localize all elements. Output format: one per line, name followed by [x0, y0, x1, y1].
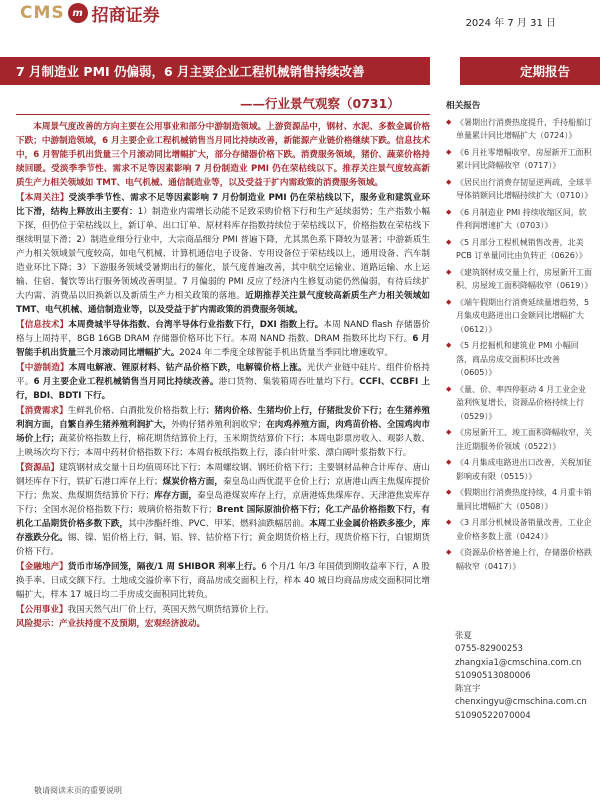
diamond-bullet-icon: ◆: [446, 207, 452, 216]
related-report-item[interactable]: [446, 206, 592, 233]
analyst-name: 张夏: [455, 631, 473, 641]
related-report-item[interactable]: [446, 146, 592, 173]
analyst-license: S1090522070004: [455, 710, 531, 721]
section-bold: 库存方面，: [153, 491, 198, 501]
analyst-license: S1090513080006: [455, 670, 531, 681]
logo-seal-icon: m: [68, 3, 88, 23]
section-text: 蔬菜价格指数上行，棉花期货结算价上行，玉米期货结算价下行；本周电影票房收入、观影人数、上映场次均下行；本周中药材价格指数下行；本周台板纸指数上行，漆白针叶浆、漂白阔叶浆指数下行。: [16, 434, 430, 458]
analyst-name: 陈宜宇: [455, 684, 481, 695]
related-report-item[interactable]: [446, 116, 592, 143]
section-bold: Brent 国际原油价格下行；化工产品价格指数下行，有机化工品期货价格多数下跌，: [16, 505, 430, 529]
risk-warning: 风险提示：产业扶持度不及预期，宏观经济波动。: [16, 619, 206, 629]
analyst-phone: 0755-82900253: [455, 644, 523, 655]
diamond-bullet-icon: ◆: [446, 548, 452, 556]
related-report-title: 《暑期出行消费热度提升，手持船舶订单量累计同比增幅扩大（0724）》: [456, 117, 592, 140]
related-report-item[interactable]: [446, 176, 592, 203]
report-type-label: 定期报告: [520, 64, 571, 79]
diamond-bullet-icon: ◆: [446, 384, 452, 393]
section-bold: 本周工业金属价格跌多涨少，库存涨跌分化。: [16, 519, 430, 543]
analyst-contacts: [455, 630, 587, 723]
report-subtitle: ——行业景气观察（0731）: [240, 96, 400, 111]
section-tag: 【中游制造】: [16, 363, 69, 373]
footer-note: 敬请阅读末页的重要说明: [34, 786, 122, 795]
section-tag: 【公用事业】: [16, 605, 68, 615]
diamond-bullet-icon: ◆: [446, 237, 452, 246]
section-tag: 【金融地产】: [16, 562, 68, 572]
section-tag: 【信息技术】: [16, 320, 69, 330]
main-content: [16, 120, 430, 631]
related-report-title: 《量、价、率四停驱动 4 月工业企业盈利恢复增长，资源品价格持续上行（0529）》: [456, 384, 587, 421]
section-bold: 本周费城半导体指数、台湾半导体行业指数下行，DXI 指数上行。: [68, 320, 324, 330]
report-date: 2024 年 7 月 31 日: [465, 18, 556, 29]
section-resources: [16, 461, 430, 559]
section-text: 锡、镍、铝价格上行，铜、铝、锌、钴价格下行；黄金期货价格上行，现货价格下行，白银期货价格下行。: [16, 533, 430, 557]
section-utilities: [16, 603, 430, 617]
related-report-item[interactable]: [446, 383, 592, 424]
related-report-title: 《端午假期出行消费延续量增趋势，5 月集成电路进出口金额同比增幅扩大（0612）》: [456, 297, 590, 334]
section-bold: 受淡季季节性、需求不足等因素影响 7 月份制造业 PMI 仍在荣枯线以下，服务业和建筑业环比下滑，结构上释放出主要有：: [16, 193, 430, 217]
section-it: [16, 318, 430, 360]
related-report-title: 《居民出行消费存韧显逆两疏，全球半导体销额同比增幅持续扩大（0710）》: [456, 177, 593, 200]
section-text: 其中涉酯纤维、PVC、甲苯、燃料油跌幅居前。: [128, 519, 310, 529]
section-text: 2024 年二季度全球智能手机出货量当季同比增速收窄。: [179, 348, 393, 358]
section-bold: 本周电解液、锂原材料、钴产品价格下跌，电解镍价格上涨。: [68, 363, 307, 373]
related-report-title: 《建筑钢材成交量上行，房屋新开工面积、房屋竣工面积降幅收窄（0619）》: [456, 267, 593, 290]
diamond-bullet-icon: ◆: [446, 458, 452, 466]
report-title: 7 月制造业 PMI 仍偏弱，6 月主要企业工程机械销售持续改善: [16, 64, 365, 79]
section-manufacturing: [16, 361, 430, 403]
related-report-title: 《3 月部分机械设备销量改善，工业企业价格多数上涨（0424）》: [456, 518, 592, 541]
section-focus: [16, 191, 430, 317]
section-consumer: [16, 404, 430, 460]
section-text: 6 个月/1 年/3 年国债到期收益率下行，A 股换手率、日成交额下行。土地成交溢价率下行，商品房成交面积上行，样本 40 城日均商品房成交面积同比增幅扩大，样本 17 城日均二手房成交面积同比转负。: [16, 562, 430, 600]
section-text: 光伏产业链中硅片、组件价格持平。: [16, 363, 430, 387]
related-report-item[interactable]: [446, 236, 592, 263]
related-report-title: 《5 月挖掘机和建筑业 PMI 小幅回落，商品房成交面积环比改善（0605）》: [456, 341, 579, 377]
diamond-bullet-icon: ◆: [446, 177, 452, 186]
related-report-item[interactable]: [446, 456, 592, 483]
diamond-bullet-icon: ◆: [446, 117, 452, 126]
section-bold: 煤炭价格方面，: [162, 477, 223, 487]
related-report-item[interactable]: [446, 546, 592, 573]
section-text: 建筑钢材成交量十日均值周环比下行；本周螺纹钢、钢坯价格下行；主要钢材品种合计库存、唐山钢坯库存下行，铁矿石港口库存上行；: [16, 463, 430, 487]
title-banner: [0, 57, 430, 85]
related-report-title: 《假期出行消费热度持续，4 月重卡销量同比增幅扩大（0508）》: [456, 488, 592, 511]
section-bold: 近期推荐关注景气度较高新质生产力相关领域如 TMT、电气机械、通信制造业等，以及受益于扩内需政策的消费服务领域。: [16, 291, 430, 315]
section-bold: 货币市场净回笼，隔夜/1 周 SHIBOR 利率上行。: [67, 562, 262, 572]
section-tag: 【资源品】: [16, 463, 60, 473]
section-bold: 6 月主要企业工程机械销售当月同比持续改善。: [33, 377, 219, 387]
diamond-bullet-icon: ◆: [446, 488, 452, 496]
section-bold: 猪肉价格、生猪均价上行，仔猪批发价下行；在生猪养殖利润方面，自繁自养生猪养殖利润扩大，: [16, 406, 430, 430]
related-report-title: 《6 月制造业 PMI 持续收缩区间，软件利润增速扩大（0703）》: [456, 207, 587, 230]
related-report-title: 《房屋新开工、竣工面积降幅收窄，关注近期服务价领域（0522）》: [456, 428, 592, 451]
related-report-title: 《6 月社零增幅收窄，房屋新开工面积累计同比降幅收窄（0717）》: [456, 147, 592, 170]
diamond-bullet-icon: ◆: [446, 341, 452, 349]
related-report-item[interactable]: [446, 266, 592, 293]
section-bold: 在肉鸡养殖方面，肉鸡苗价格、全国鸡肉市场价上行；: [16, 420, 430, 444]
section-text: 港口货物、集装箱周吞吐量均下行。: [218, 377, 360, 387]
diamond-bullet-icon: ◆: [446, 297, 452, 306]
section-text: 本周 NAND flash 存储器价格与上周持平，8GB 16GB DRAM 存储器价格环比下行。本周 NAND 指数、DRAM 指数环比均下行。: [16, 320, 431, 344]
related-report-title: 《5 月部分工程机械销售改善，北美 PCB 订单量同比由负转正（0626）》: [456, 237, 587, 260]
analyst-email[interactable]: chenxingyu@cmschina.com.cn: [455, 697, 587, 708]
related-report-title: 《资源品价格普遍上行，存储器价格跌幅收窄（0417）》: [456, 548, 592, 571]
section-text: 外购仔猪养殖利润收窄；: [171, 420, 267, 430]
related-reports: [446, 100, 592, 576]
related-report-item[interactable]: [446, 486, 592, 513]
section-text: 生鲜乳价格、白酒批发价格指数上行；: [67, 406, 215, 416]
section-tag: 【本周关注】: [16, 193, 69, 203]
company-logo: [20, 2, 160, 24]
section-text: 1）制造业内需增长动能不足致采购价格下行和生产延续弱势；生产指数小幅下探，但仍位于荣枯线以上，新订单、出口订单、原材料库存指数持续位于荣枯线以下，价格指数在荣枯线下继续明显下滑；2）制造业细分行业中，大宗商品细分 PMI 普遍下降，尤其黑色系下降较为显著；中游新质生产力相关领域景气度较高，如电气机械、计算机通信电子设备、专用设备位于荣枯线以上，通用设备、汽车制造业环比下降；3）下游服务领域受暑期出行的催化，景气度普遍改善，其中航空运输业、道路运输、水上运输、住宿、餐饮等出行服务领域改善明显。7 月偏弱的 PMI 反应了经济内生修复动能仍然偏弱，有待后续扩大内需、消费品以旧换新以及新质生产力相关政策的落地。: [16, 207, 430, 301]
page-header: [0, 0, 600, 34]
related-report-item[interactable]: [446, 339, 592, 380]
logo-cms-text: CMS: [20, 3, 65, 23]
section-text: 我国天然气出厂价上行，英国天然气期货结算价上行。: [67, 605, 274, 615]
section-text: 秦皇岛山西优混平仓价上行；京唐港山西主焦煤库提价下行；焦炭、焦煤期货结算价下行；: [16, 477, 430, 501]
related-report-item[interactable]: [446, 426, 592, 453]
diamond-bullet-icon: ◆: [446, 147, 452, 156]
section-text: 秦皇岛港煤炭库存上行，京唐港炼焦煤库存、天津港焦炭库存下行；全国水泥价格指数下行；玻璃价格指数下行；: [16, 491, 430, 515]
related-report-item[interactable]: [446, 296, 592, 337]
section-finance: [16, 560, 430, 602]
summary-paragraph: 本周景气度改善的方向主要在公用事业和部分中游制造领域。上游资源品中，钢材、水泥、多数金属价格下跌；中游制造领域，6 月主要企业工程机械销售当月同比持续改善，新能源产业链价格继续下跌。信息技术中，6 月智能手机出货量三个月滚动同比增幅扩大，部分存储器价格下跌。消费服务领域，猪价、蔬菜价格持续回暖。受淡季季节性、需求不足等因素影响 7 月份制造业 PMI 仍在荣枯线以下。推荐关注景气度较高新质生产力相关领域如 TMT、电气机械、通信制造业等，以及受益于扩内需政策的消费服务领域。: [16, 122, 430, 188]
section-bold: CCFI、CCBFI 上行，BDI、BDTI 下行。: [16, 377, 430, 401]
subtitle-divider: [16, 114, 430, 115]
related-report-item[interactable]: [446, 516, 592, 543]
diamond-bullet-icon: ◆: [446, 428, 452, 436]
analyst-email[interactable]: zhangxia1@cmschina.com.cn: [455, 657, 582, 668]
diamond-bullet-icon: ◆: [446, 518, 452, 526]
section-bold: 6 月智能手机出货量三个月滚动同比增幅扩大。: [16, 334, 430, 358]
logo-chinese-text: 招商证券: [91, 5, 160, 26]
related-report-title: 《4 月集成电路进出口改善，关税加征影响或有限（0515）》: [456, 458, 592, 481]
report-type-banner: [460, 57, 600, 85]
section-tag: 【消费需求】: [16, 406, 68, 416]
diamond-bullet-icon: ◆: [446, 267, 452, 276]
related-heading: 相关报告: [446, 101, 481, 111]
